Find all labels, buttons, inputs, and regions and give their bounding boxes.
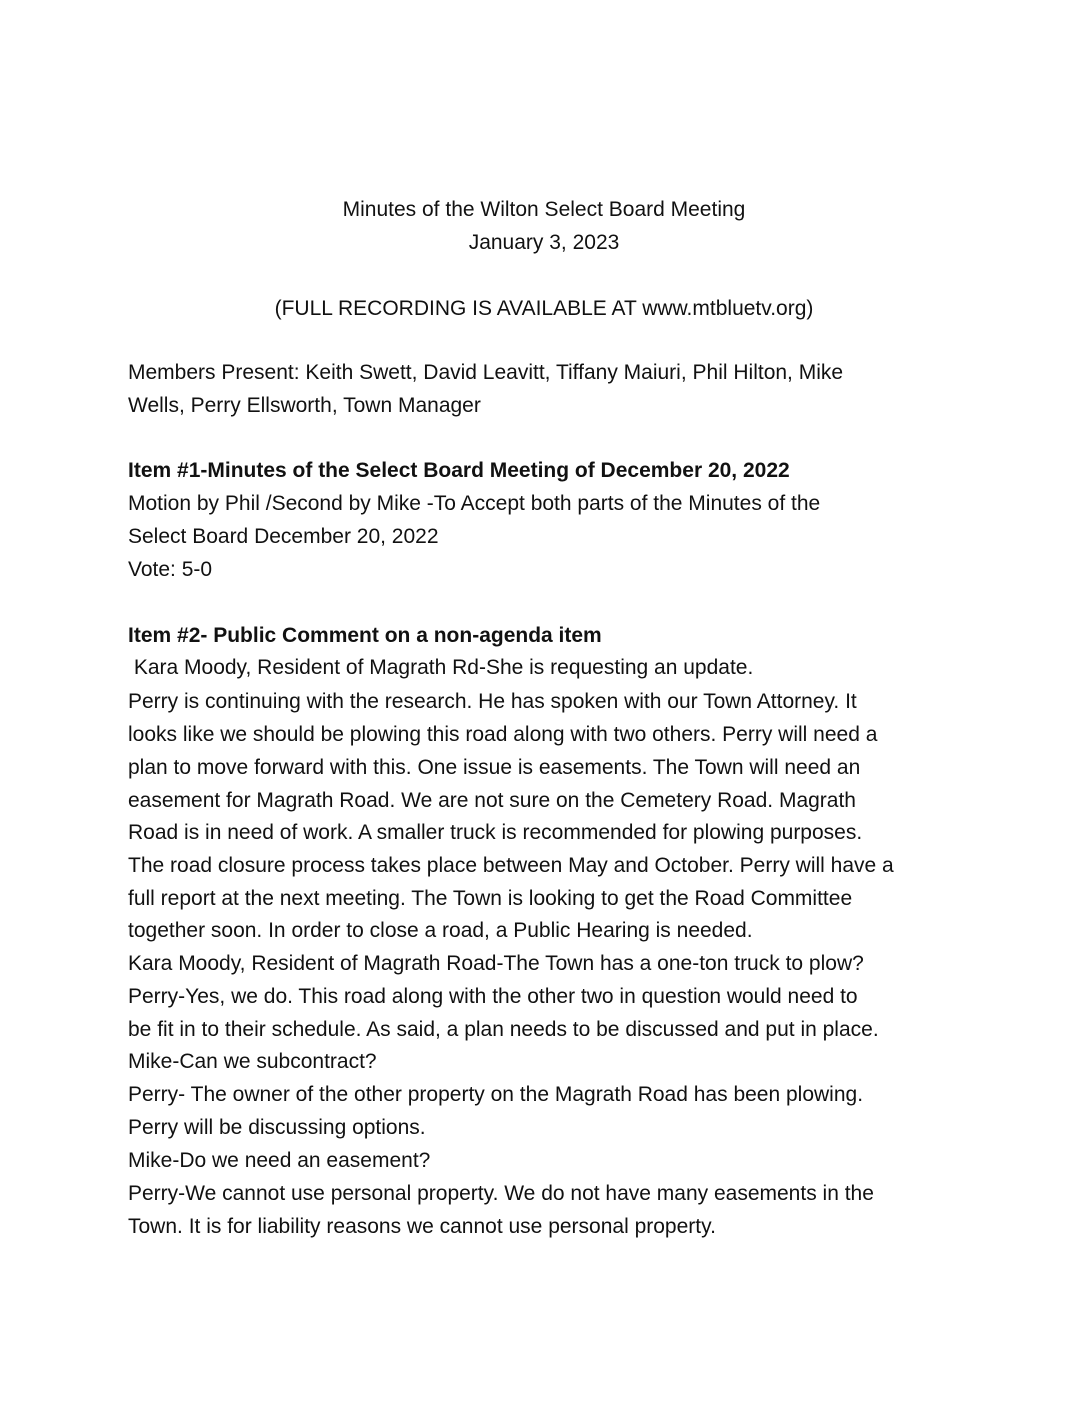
recording-note: (FULL RECORDING IS AVAILABLE AT www.mtbluetv.org) [274, 297, 814, 320]
item2-line: Perry-Yes, we do. This road along with the other two in question would need to [128, 985, 858, 1008]
item2-line: Kara Moody, Resident of Magrath Road-The Town has a one-ton truck to plow? [128, 952, 864, 975]
item1-line: Select Board December 20, 2022 [128, 525, 439, 548]
item2-line: looks like we should be plowing this road along with two others. Perry will need a [128, 723, 878, 746]
item2-line: Perry is continuing with the research. He has spoken with our Town Attorney. It [128, 690, 857, 713]
item1-heading: Item #1-Minutes of the Select Board Meeting of December 20, 2022 [128, 459, 790, 482]
item2-line: Perry-We cannot use personal property. We do not have many easements in the [128, 1182, 874, 1205]
item2-line: together soon. In order to close a road, a Public Hearing is needed. [128, 919, 753, 942]
item2-line: Perry- The owner of the other property on the Magrath Road has been plowing. [128, 1083, 864, 1106]
item2-line: plan to move forward with this. One issue is easements. The Town will need an [128, 756, 861, 779]
item2-line: Road is in need of work. A smaller truck is recommended for plowing purposes. [128, 821, 863, 844]
item2-line: Mike-Can we subcontract? [128, 1050, 377, 1073]
item2-line: The road closure process takes place between May and October. Perry will have a [128, 854, 894, 877]
item2-line: full report at the next meeting. The Town is looking to get the Road Committee [128, 887, 853, 910]
item2-line: Mike-Do we need an easement? [128, 1149, 431, 1172]
item2-line: easement for Magrath Road. We are not sure on the Cemetery Road. Magrath [128, 789, 856, 812]
item2-line: Town. It is for liability reasons we cannot use personal property. [128, 1215, 716, 1238]
item2-line: be fit in to their schedule. As said, a plan needs to be discussed and put in place. [128, 1018, 879, 1041]
item2-line: Perry will be discussing options. [128, 1116, 426, 1139]
meeting-date: January 3, 2023 [468, 231, 620, 254]
document-title: Minutes of the Wilton Select Board Meeting [342, 198, 746, 221]
members-present-line: Members Present: Keith Swett, David Leavitt, Tiffany Maiuri, Phil Hilton, Mike [128, 361, 844, 384]
item1-line: Motion by Phil /Second by Mike -To Accept both parts of the Minutes of the [128, 492, 821, 515]
item1-vote: Vote: 5-0 [128, 558, 213, 581]
members-present-line: Wells, Perry Ellsworth, Town Manager [128, 394, 481, 417]
item2-line: Kara Moody, Resident of Magrath Rd-She is requesting an update. [128, 656, 754, 679]
item2-heading: Item #2- Public Comment on a non-agenda item [128, 624, 602, 647]
